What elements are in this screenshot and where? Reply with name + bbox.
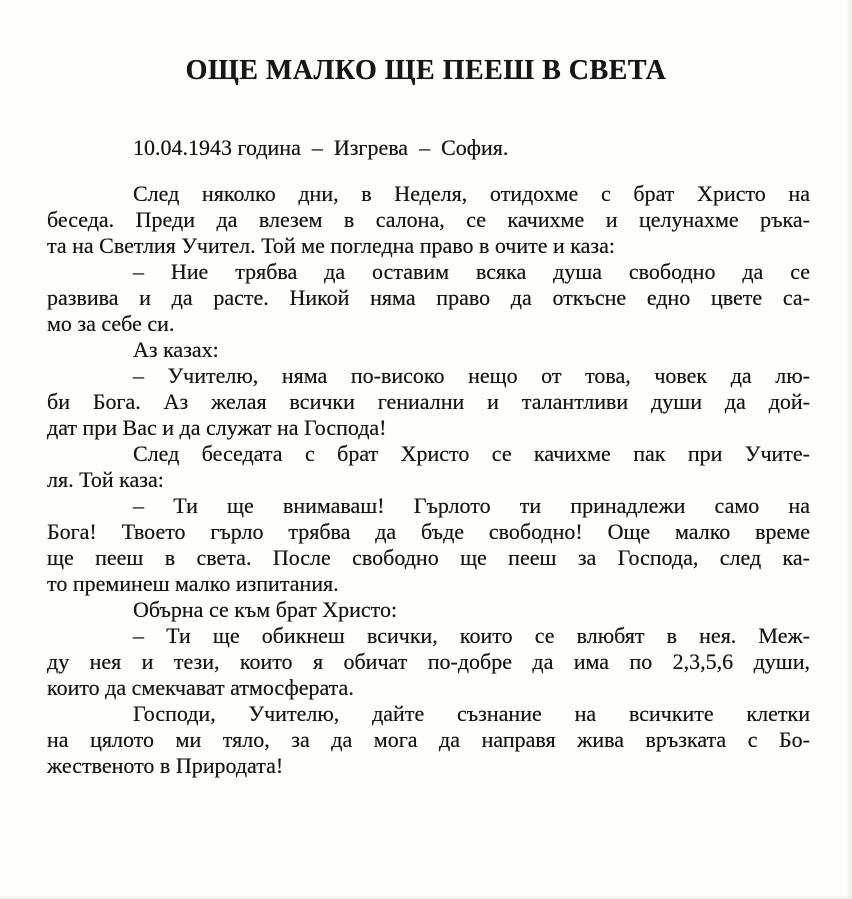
paragraph [47, 597, 810, 623]
text-line: Господи, Учителю, дайте съзнание на всичките клетки [133, 701, 810, 726]
paragraph [47, 259, 810, 337]
text-line: на цялото ми тяло, за да мога да направя жива връзката с Бо- [47, 727, 810, 752]
text-line: ду нея и тези, които я обичат по-добре да има по 2,3,5,6 души, [47, 649, 810, 674]
document-title: ОЩЕ МАЛКО ЩЕ ПЕЕШ В СВЕТА [185, 55, 667, 86]
paragraph [47, 441, 810, 493]
paragraph [47, 337, 810, 363]
text-line: След няколко дни, в Неделя, отидохме с брат Христо на [133, 181, 810, 206]
paragraph [47, 701, 810, 779]
paragraph [47, 623, 810, 701]
text-line: Аз казах: [133, 337, 219, 362]
text-line: които да смекчават атмосферата. [47, 675, 354, 700]
text-line: би Бога. Аз желая всички гениални и талантливи души да дой- [47, 389, 810, 414]
text-line: ля. Той каза: [47, 467, 164, 492]
text-line: дат при Вас и да служат на Господа! [47, 415, 387, 440]
text-line: жественото в Природата! [47, 753, 284, 778]
text-line: ще пееш в света. После свободно ще пееш за Господа, след ка- [47, 545, 810, 570]
text-line: та на Светлия Учител. Той ме погледна право в очите и каза: [47, 233, 615, 258]
text-line: Бога! Твоето гърло трябва да бъде свободно! Още малко време [47, 519, 810, 544]
text-line: – Ти ще обикнеш всички, които се влюбят в нея. Меж- [133, 623, 810, 648]
text-line: – Учителю, няма по-високо нещо от това, човек да лю- [133, 363, 810, 388]
text-line: – Ти ще внимаваш! Гърлото ти принадлежи само на [133, 493, 810, 518]
document-dateline: 10.04.1943 година – Изгрева – София. [133, 135, 509, 160]
text-line: развива и да расте. Никой няма право да откъсне едно цвете са- [47, 285, 810, 310]
text-line: След беседата с брат Христо се качихме пак при Учите- [133, 441, 810, 466]
text-line: – Ние трябва да оставим всяка душа свободно да се [133, 259, 810, 284]
paragraph [47, 493, 810, 597]
paragraph [47, 181, 810, 259]
text-line: то преминеш малко изпитания. [47, 571, 339, 596]
text-line: Обърна се към брат Христо: [133, 597, 398, 622]
text-line: мо за себе си. [47, 311, 175, 336]
text-line: беседа. Преди да влезем в салона, се качихме и целунахме ръка- [47, 207, 810, 232]
document-body [47, 181, 810, 779]
text-block [0, 135, 852, 779]
paragraph [47, 363, 810, 441]
